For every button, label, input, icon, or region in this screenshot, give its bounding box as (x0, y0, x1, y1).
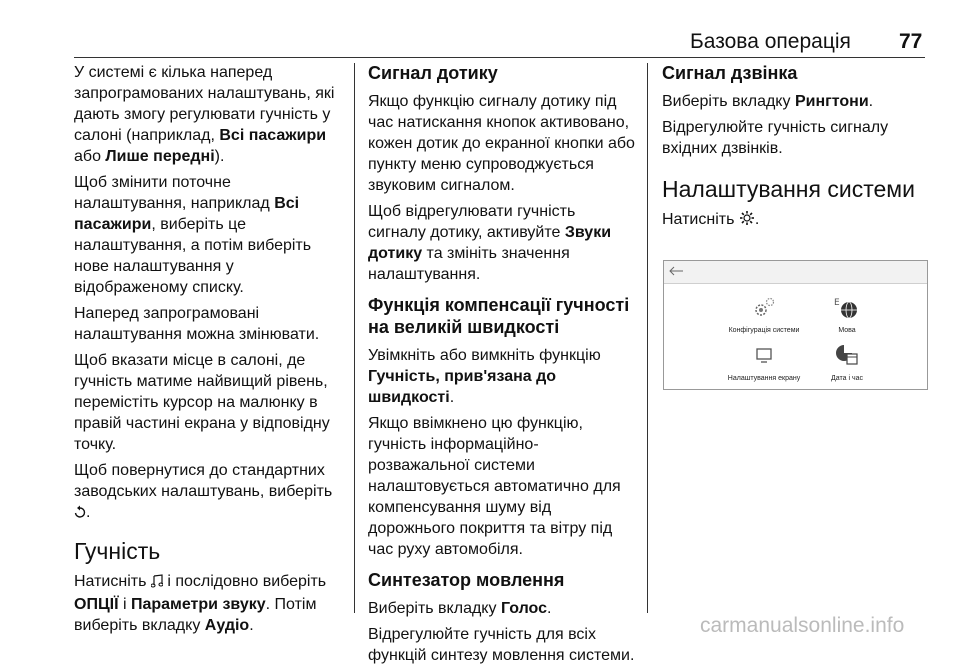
paragraph: Щоб змінити поточне налаштування, наприклад Всі пасажири, виберіть це налаштування, а потім виберіть нове налаштування у відображеному списку. (74, 174, 312, 296)
tile-label: Конфігурація системи (728, 327, 800, 334)
paragraph: Щоб відрегулювати гучність сигналу дотику, активуйте Звуки дотику та змініть значення налаштування. (368, 203, 612, 283)
column-divider-1 (354, 63, 355, 613)
paragraph: Якщо ввімкнено цю функцію, гучність інформаційно-розважальної системи налаштовується автоматично для компенсування шуму від дорожнього покриття та вітру під час руху автомобіля. (368, 415, 621, 558)
tile-label: Налаштування екрану (727, 375, 801, 382)
section-heading-speed-volume: Функція компенсації гучності на великій швидкості (368, 295, 630, 337)
svg-text:E: E (834, 298, 840, 308)
tile-label: Дата і час (831, 375, 863, 382)
paragraph: Виберіть вкладку Голос. (368, 600, 552, 617)
column-3 (662, 62, 926, 237)
column-2 (368, 62, 636, 671)
paragraph: Якщо функцію сигналу дотику під час натискання кнопок активовано, кожен дотик до екранної кнопки або пункту меню супроводжується звуковим сигналом. (368, 93, 635, 194)
screenshot-top-bar (664, 261, 927, 284)
display-icon (749, 341, 779, 371)
paragraph: Виберіть вкладку Рингтони. (662, 93, 874, 110)
section-heading-system-settings: Налаштування системи (662, 176, 915, 202)
page-number: 77 (899, 30, 923, 53)
header-divider (74, 57, 925, 58)
footer-watermark: carmanualsonline.info (700, 614, 905, 637)
reset-icon (74, 504, 86, 525)
column-1 (74, 62, 346, 641)
music-note-icon (151, 573, 163, 594)
paragraph: Наперед запрограмовані налаштування можна змінювати. (74, 305, 320, 343)
tile-label: Мова (838, 327, 856, 334)
paragraph: Щоб повернутися до стандартних заводських налаштувань, виберіть . (74, 460, 346, 525)
paragraph: Щоб вказати місце в салоні, де гучність матиме найвищий рівень, перемістіть курсор на малюнку в правій частині екрана у відповідну точку. (74, 352, 330, 453)
section-heading-ringtone: Сигнал дзвінка (662, 63, 798, 83)
section-heading-volume: Гучність (74, 538, 161, 564)
paragraph: Відрегулюйте гучність сигналу вхідних дзвінків. (662, 119, 889, 157)
paragraph: У системі є кілька наперед запрограмованих налаштувань, які дають змогу регулювати гучність у салоні (наприклад, Всі пасажири або Лише передні). (74, 64, 335, 165)
section-heading-speech: Синтезатор мовлення (368, 570, 565, 590)
settings-gear-icon (739, 210, 755, 232)
date-time-icon (832, 341, 862, 371)
language-icon (832, 293, 862, 323)
system-config-icon (749, 293, 779, 323)
back-arrow-icon (668, 263, 684, 279)
column-divider-2 (647, 63, 648, 613)
paragraph: Натисніть і послідовно виберіть ОПЦІЇ і Параметри звуку. Потім виберіть вкладку Аудіо. (74, 573, 327, 634)
section-heading-touch-sound: Сигнал дотику (368, 63, 498, 83)
page-header-title: Базова операція (690, 30, 851, 53)
system-settings-screenshot (663, 260, 928, 390)
paragraph: Натисніть . (662, 209, 926, 232)
paragraph: Відрегулюйте гучність для всіх функцій синтезу мовлення системи. (368, 626, 635, 664)
paragraph: Увімкніть або вимкніть функцію Гучність, прив'язана до швидкості. (368, 347, 601, 406)
